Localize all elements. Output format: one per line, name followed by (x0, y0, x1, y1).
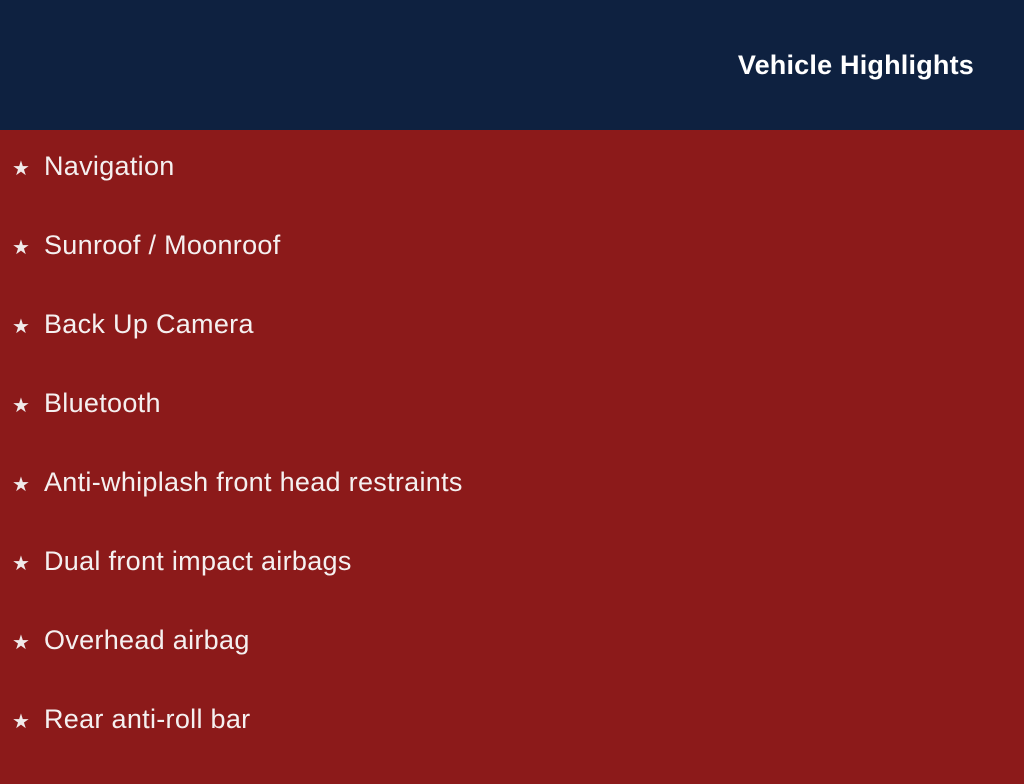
list-item-label: Back Up Camera (44, 309, 254, 339)
list-item-label: Sunroof / Moonroof (44, 230, 281, 260)
list-item-label: Dual front impact airbags (44, 546, 352, 576)
star-icon: ★ (12, 711, 30, 733)
page-title: Vehicle Highlights (737, 49, 974, 80)
list-item (0, 231, 1024, 310)
list-item (0, 547, 1024, 626)
star-icon: ★ (12, 553, 30, 575)
list-item (0, 705, 1024, 784)
list-item-label: Anti-whiplash front head restraints (44, 467, 463, 497)
list-item-label: Rear anti-roll bar (44, 704, 251, 734)
slide-content (0, 130, 1024, 784)
list-item-label: Bluetooth (44, 388, 161, 418)
vehicle-highlights-list (0, 152, 1024, 784)
star-icon: ★ (12, 395, 30, 417)
list-item (0, 389, 1024, 468)
star-icon: ★ (12, 316, 30, 338)
list-item (0, 626, 1024, 705)
star-icon: ★ (12, 632, 30, 654)
slide-header (0, 0, 1024, 130)
list-item (0, 152, 1024, 231)
star-icon: ★ (12, 237, 30, 259)
list-item-label: Overhead airbag (44, 625, 250, 655)
list-item-label: Navigation (44, 151, 175, 181)
list-item (0, 468, 1024, 547)
star-icon: ★ (12, 158, 30, 180)
list-item (0, 310, 1024, 389)
star-icon: ★ (12, 474, 30, 496)
